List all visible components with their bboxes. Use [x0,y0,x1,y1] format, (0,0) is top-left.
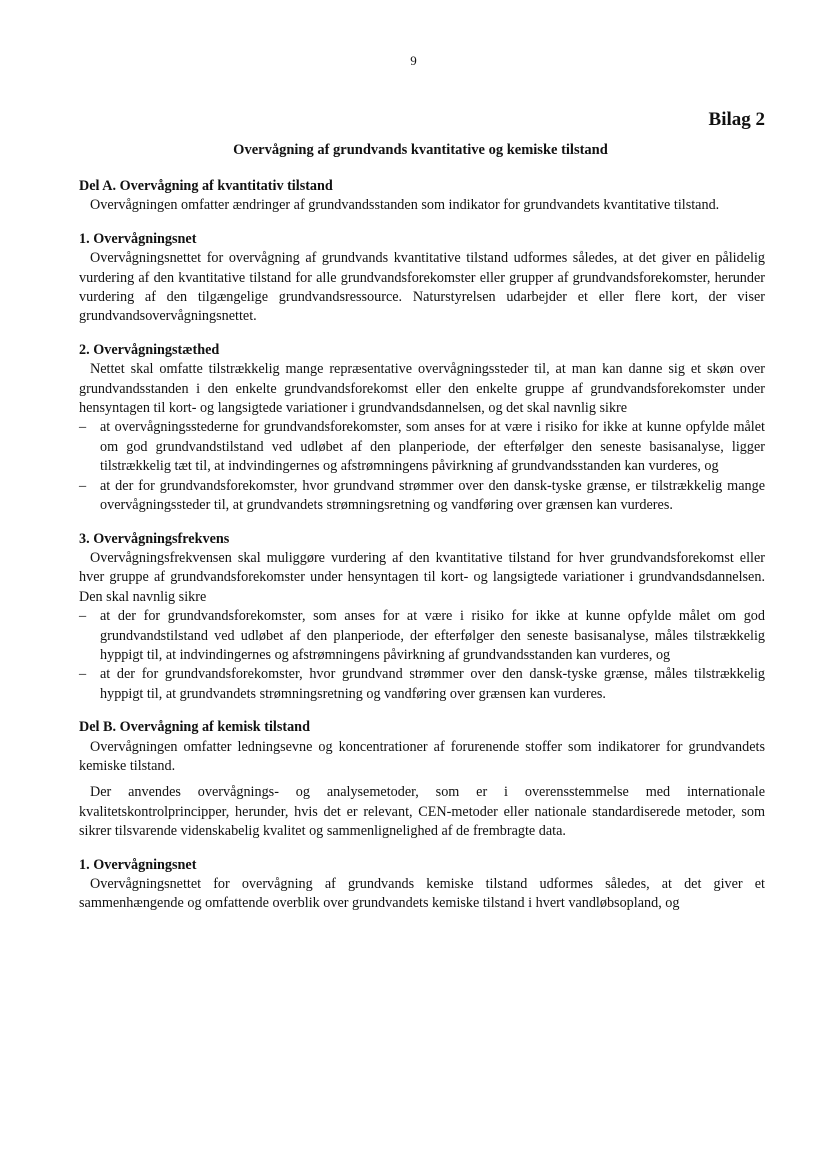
list-a2 [79,418,765,515]
del-b-intro-2: Der anvendes overvågnings- og analysemetoder, som er i overensstemmelse med internationale kvalitetskontrolprincipper, herunder, hvis det er relevant, CEN-metoder eller nationale standardiserede metoder, som sikrer tilsvarende videnskabelig kvalitet og sammenlignelighed af de frembragte data. [79,784,765,840]
del-b-intro-1: Overvågningen omfatter ledningsevne og koncentrationer af forurenende stoffer som indikatorer for grundvandets kemiske tilstand. [79,738,765,774]
paragraph-a1: Overvågningsnettet for overvågning af grundvands kvantitative tilstand udformes således, at det giver en pålidelig vurdering af den kvantitative tilstand for alle grundvandsforekomster eller grupper af grundvandsforekomster, herunder vurdering af den tilgængelige grundvandsressource. Naturstyrelsen udarbejder et eller flere kort, der viser grundvandsovervågningsnettet. [79,250,765,325]
list-item: – at der for grundvandsforekomster, som anses for at være i risiko for ikke at kunne opfylde målet om god grundvandstilstand ved udløbet af den planperiode, der efterfølger den seneste basisanalyse, måles tilstrækkelig hyppigt til, at indvindingernes og afstrømningens påvirkning af grundvandsstanden kan vurderes, og [79,607,765,665]
paragraph-b1: Overvågningsnettet for overvågning af grundvands kemiske tilstand udformes således, at det giver et sammenhængende og omfattende overblik over grundvandets kemiske tilstand i hvert vandløbsopland, og [79,876,765,912]
list-a3 [79,607,765,704]
heading-a3-frequency: 3. Overvågningsfrekvens [79,530,230,547]
list-item: – at overvågningsstederne for grundvandsforekomster, som anses for at være i risiko for ikke at kunne opfylde målet om god grundvandstilstand ved udløbet af den planperiode, der efterfølger den seneste basisanalyse, ligger tilstrækkelig tæt til, at indvindingernes og afstrømningens påvirkning af grundvandsstanden kan vurderes, og [79,418,765,476]
del-a-intro: Overvågningen omfatter ændringer af grundvandsstanden som indikator for grundvandets kvantitative tilstand. [90,197,720,214]
paragraph-a2: Nettet skal omfatte tilstrækkelig mange repræsentative overvågningssteder til, at man kan danne sig et skøn over grundvandsstanden i den enkelte grundvandsforekomst eller den enkelte gruppe af grundvandsforekomster under hensyntagen til kort- og langsigtede variationer i grundvandsdannelsen, og det skal navnlig sikre [79,361,765,417]
list-item: – at der for grundvandsforekomster, hvor grundvand strømmer over den dansk-tyske grænse, er tilstrækkelig mange overvågningssteder til, at grundvandets strømningsretning og vandføring over grænsen kan vurderes. [79,477,765,516]
page-number: 9 [410,53,417,68]
document-title: Overvågning af grundvands kvantitative og kemiske tilstand [233,142,608,158]
heading-a2-density: 2. Overvågningstæthed [79,341,220,358]
appendix-label: Bilag 2 [708,109,765,130]
heading-a1-net: 1. Overvågningsnet [79,230,197,247]
section-heading-del-a: Del A. Overvågning af kvantitativ tilstand [79,178,333,194]
paragraph-a3: Overvågningsfrekvensen skal muliggøre vurdering af den kvantitative tilstand for hver grundvandsforekomst eller hver gruppe af grundvandsforekomster under hensyntagen til kort- og langsigtede variationer i grundvandsdannelsen. Den skal navnlig sikre [79,549,765,605]
document-body [79,177,765,914]
heading-b1-net: 1. Overvågningsnet [79,856,197,873]
list-item: – at der for grundvandsforekomster, hvor grundvand strømmer over den dansk-tyske grænse, måles tilstrækkelig hyppigt til, at grundvandets strømningsretning og vandføring over grænsen kan vurderes. [79,665,765,704]
section-heading-del-b: Del B. Overvågning af kemisk tilstand [79,719,310,736]
